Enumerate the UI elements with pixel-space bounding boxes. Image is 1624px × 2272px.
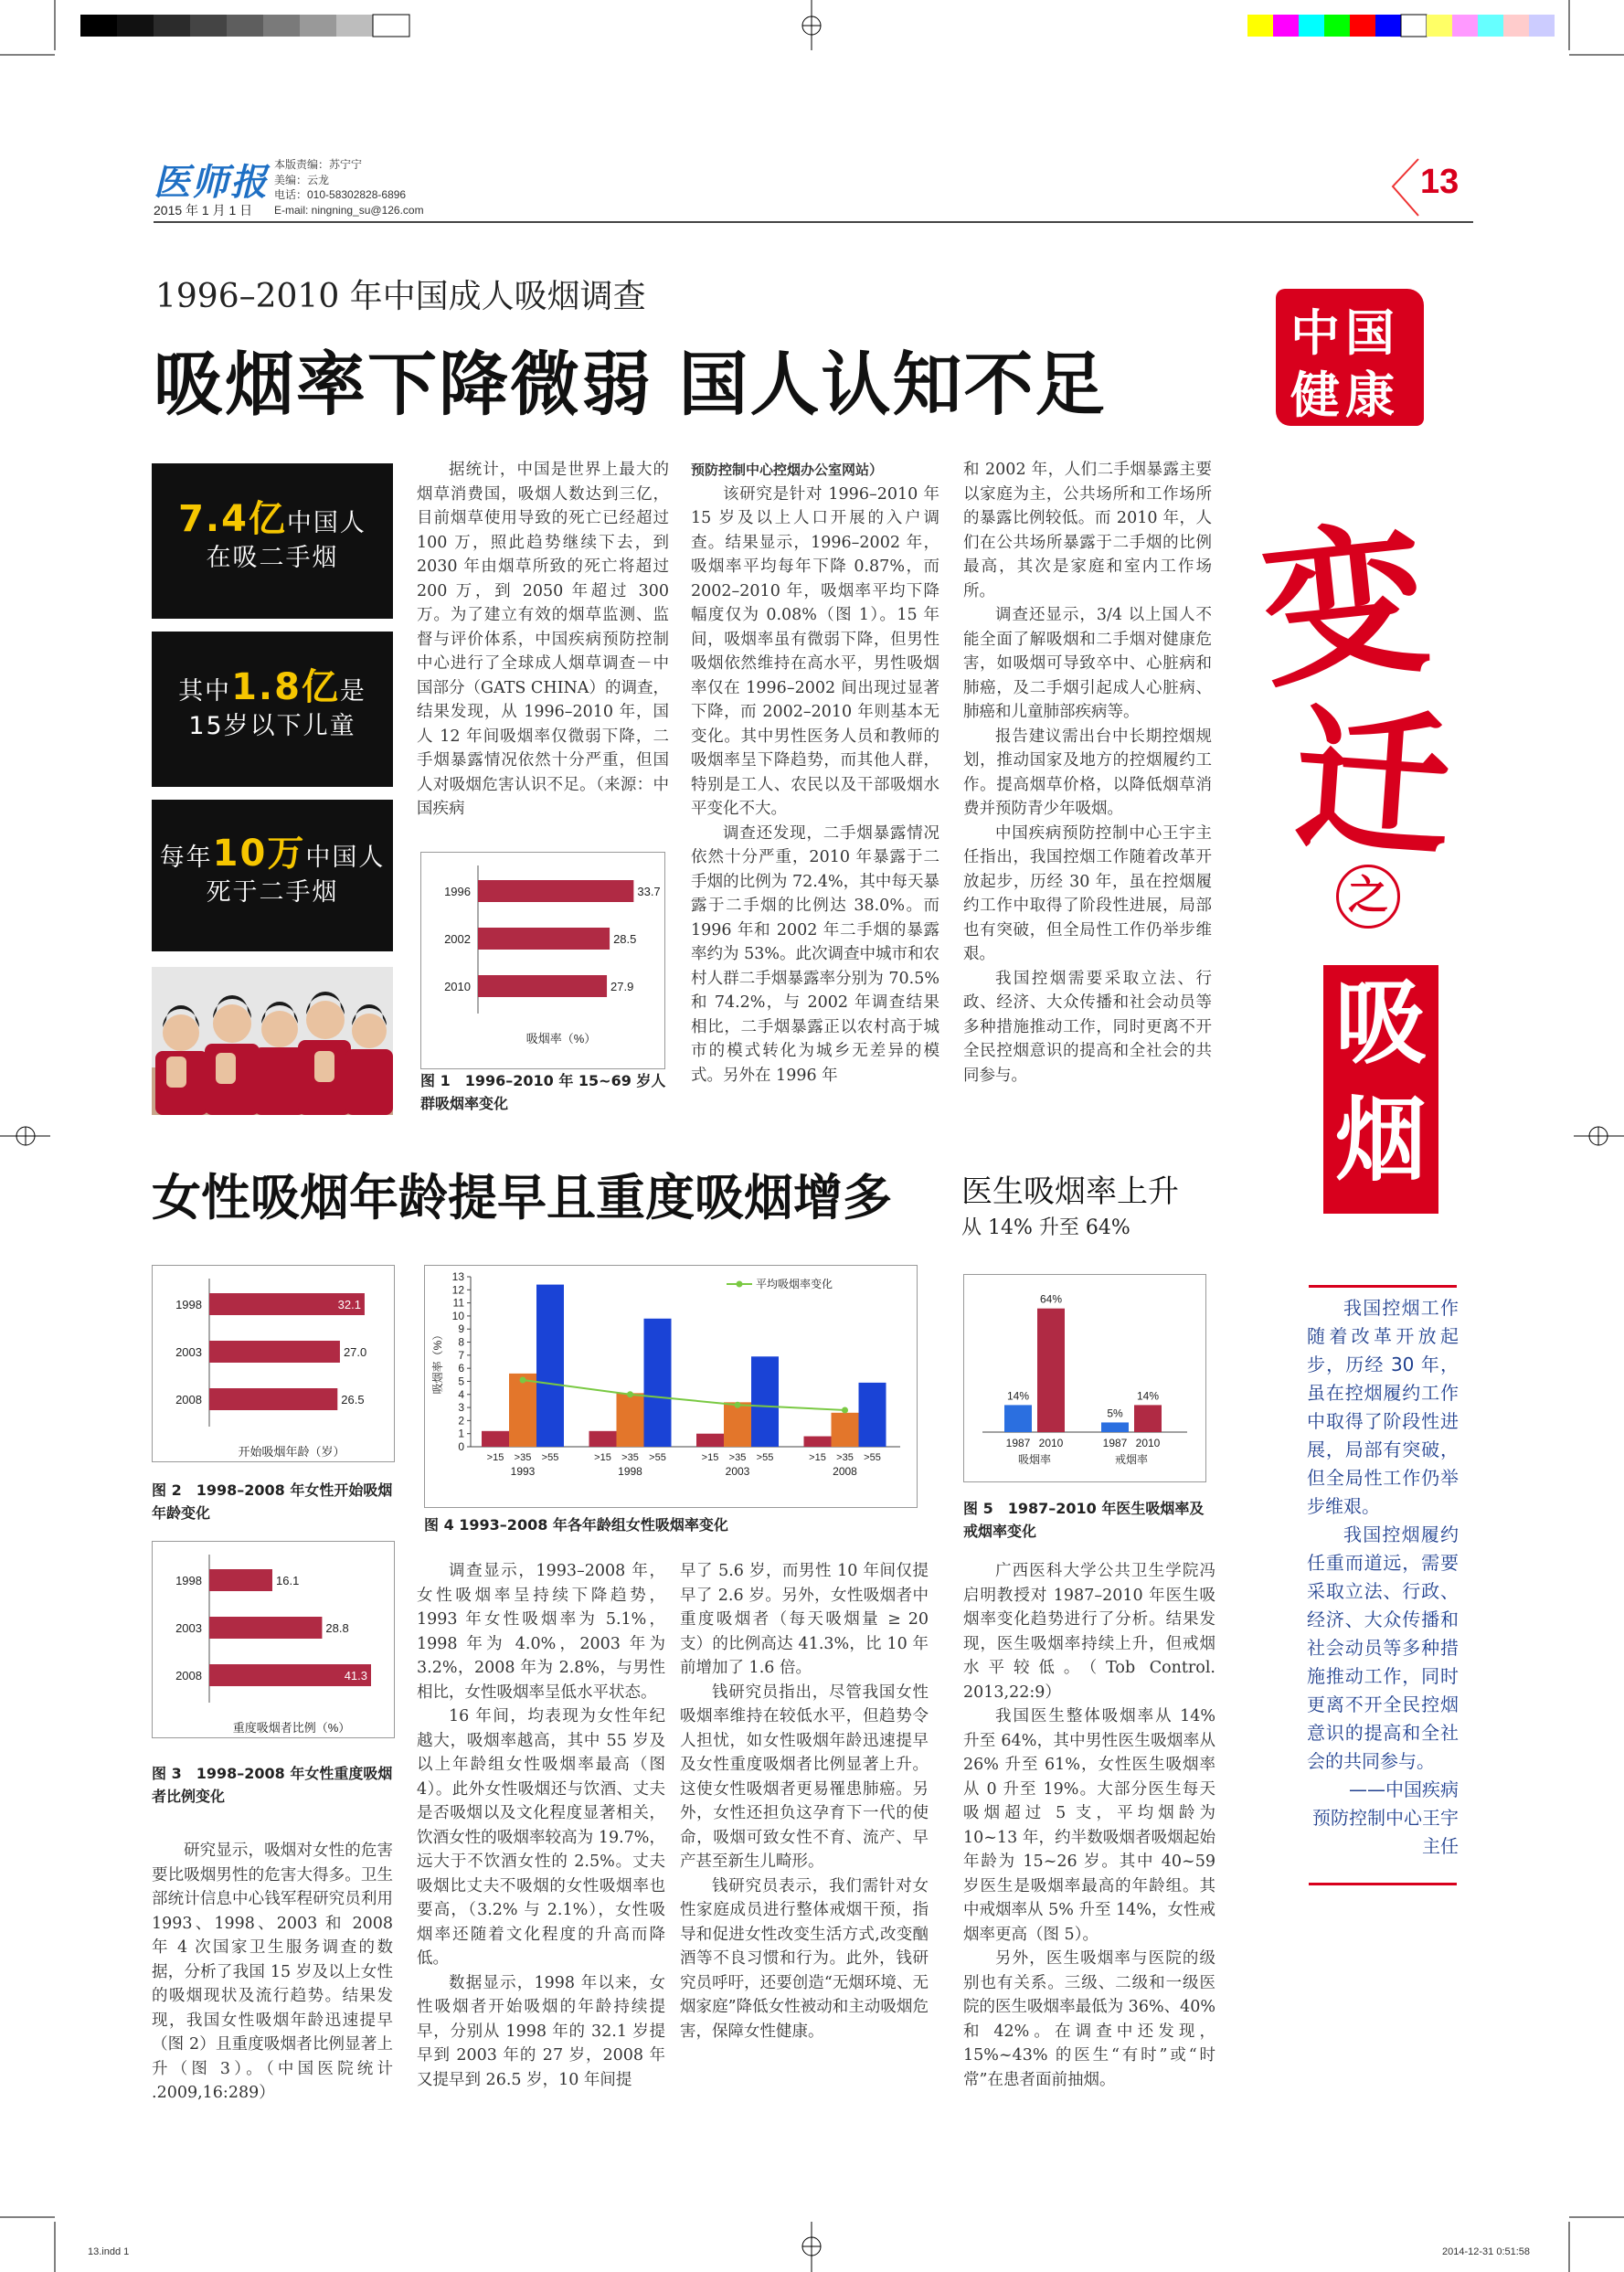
line-point <box>627 1391 633 1397</box>
fact-text-line2: 15岁以下儿童 <box>188 712 356 740</box>
line-point <box>520 1377 526 1384</box>
phone-line: 电话：010-58302828-6896 <box>274 188 407 201</box>
fig2-chart <box>153 1266 394 1461</box>
y-tick-label: 12 <box>451 1283 464 1297</box>
fig3-caption: 图 3 1998–2008 年女性重度吸烟者比例变化 <box>152 1765 393 1805</box>
value-label: 14% <box>1136 1389 1160 1403</box>
fig5-chart-frame <box>963 1274 1206 1482</box>
paragraph: 16 年间，均表现为女性年纪越大，吸烟率越高，其中 55 岁及以上年龄组女性吸烟率最高（图 4）。此外女性吸烟还与饮酒、丈夫是否吸烟以及文化程度显著相关，饮酒女性的吸烟率较高为 19.7%，远大于不饮酒女性的 2.5%。丈夫吸烟比丈夫不吸烟的女性吸烟率也要高，（3.2% 与 2.1%），女性吸烟率还随着文化程度的升高而降低。 <box>417 1707 665 1968</box>
article1-headline: 吸烟率下降微弱 国人认知不足 <box>154 344 1107 425</box>
bar <box>644 1319 672 1447</box>
category-label: 1996 <box>444 885 471 898</box>
connector-circle <box>1336 865 1400 929</box>
line-point <box>842 1407 848 1413</box>
article1-column-2 <box>691 458 939 1088</box>
value-label: 28.8 <box>325 1621 349 1635</box>
y-axis-title: 吸烟率（%） <box>431 1329 444 1395</box>
value-label: 5% <box>1107 1407 1123 1420</box>
bar <box>509 1374 536 1447</box>
bar <box>209 1388 337 1410</box>
article2-column-mid <box>417 1559 665 2092</box>
section-seal <box>1276 289 1424 426</box>
value-label: 14% <box>1006 1389 1030 1403</box>
bar <box>209 1341 340 1363</box>
quote-attribution: ——中国疾病预防控制中心王宇主任 <box>1312 1778 1459 1857</box>
x-tick-label: 2010 <box>1038 1437 1064 1449</box>
fact-box-1 <box>152 463 393 619</box>
fact-text: 每年 <box>159 844 213 872</box>
category-label: 1998 <box>175 1298 202 1311</box>
quote-paragraph: 我国控烟履约任重而道远，需要采取立法、行政、经济、大众传播和社会动员等多种措施推动工作，同时更离不开全民控烟意识的提高和全社会的共同参与。 <box>1307 1524 1459 1772</box>
y-tick-label: 0 <box>458 1440 464 1453</box>
bar <box>482 1431 509 1447</box>
group-label: 2003 <box>725 1465 750 1478</box>
fact-text: 是 <box>339 677 366 706</box>
fig1-chart-frame <box>420 852 665 1069</box>
x-tick-label: 1987 <box>1005 1437 1031 1449</box>
axis-title: 吸烟率（%） <box>525 1032 597 1046</box>
y-tick-label: 6 <box>458 1362 464 1375</box>
paragraph: 中国疾病预防控制中心王宇主任指出，我国控烟工作随着改革开放起步，历经 30 年，虽在控烟履约工作中取得了阶段性进展，局部也有突破，但全局性工作仍举步维艰。 <box>963 823 1212 963</box>
value-label: 28.5 <box>613 932 637 946</box>
fig5-caption: 图 5 1987–2010 年医生吸烟率及戒烟率变化 <box>963 1500 1205 1540</box>
fact-box-2 <box>152 632 393 787</box>
vertical-title-char-1: 变 <box>1252 502 1438 711</box>
bar <box>1101 1422 1129 1432</box>
fig4-caption: 图 4 1993–2008 年各年龄组女性吸烟率变化 <box>424 1516 728 1534</box>
x-tick-label: >35 <box>621 1452 639 1463</box>
x-tick-label: 2010 <box>1135 1437 1161 1449</box>
topic-char-1: 吸 <box>1335 970 1427 1077</box>
value-label: 26.5 <box>341 1393 365 1407</box>
value-label: 32.1 <box>337 1298 361 1311</box>
fig3-chart-frame <box>152 1541 395 1738</box>
fact-text: 中国人 <box>305 844 386 872</box>
x-tick-label: >35 <box>836 1452 854 1463</box>
fact-text-line2: 在吸二手烟 <box>206 544 339 572</box>
bar <box>859 1383 886 1447</box>
category-label: 2003 <box>175 1345 202 1359</box>
fact-text-line2: 死于二手烟 <box>206 878 339 907</box>
x-tick-label: >35 <box>728 1452 747 1463</box>
paragraph: 调查显示，1993–2008 年，女性吸烟率呈持续下降趋势，1993 年女性吸烟率为 5.1%，1998 年为 4.0%，2003 年为 3.2%，2008 年为 2.8%，与男性相比，女性吸烟率呈低水平状态。 <box>417 1562 665 1702</box>
value-label: 33.7 <box>637 885 661 898</box>
editor-line: 本版责编：苏宁宁 <box>274 158 363 171</box>
x-tick-label: >15 <box>486 1452 504 1463</box>
bar <box>589 1431 617 1447</box>
editor-info <box>274 157 424 218</box>
masthead <box>154 155 1479 221</box>
x-tick-label: >15 <box>809 1452 826 1463</box>
value-label: 64% <box>1039 1292 1063 1306</box>
sidebar-quote <box>1307 1294 1459 1861</box>
connector-char: 之 <box>1348 872 1388 918</box>
bar <box>832 1413 859 1447</box>
y-tick-label: 13 <box>451 1270 464 1283</box>
seal-top-text: 中国 <box>1290 304 1400 362</box>
x-tick-label: >55 <box>649 1452 666 1463</box>
paragraph: 早了 5.6 岁，而男性 10 年间仅提早了 2.6 岁。另外，女性吸烟者中重度吸烟者（每天吸烟量 ≥ 20 支）的比例高达 41.3%，比 10 年前增加了 1.6 倍。 <box>680 1562 929 1677</box>
topic-block <box>1323 965 1438 1214</box>
fig4-chart <box>425 1266 917 1507</box>
fig1-caption: 图 1 1996–2010 年 15~69 岁人群吸烟率变化 <box>420 1072 666 1112</box>
email-line: E-mail: ningning_su@126.com <box>274 203 424 217</box>
fig1-chart <box>421 853 664 1068</box>
page-number: 13 <box>1420 163 1459 201</box>
footer-filename: 13.indd 1 <box>88 2246 130 2257</box>
fact-number: 7.4亿 <box>178 498 287 540</box>
article2-headline: 女性吸烟年龄提早且重度吸烟增多 <box>152 1169 892 1226</box>
y-tick-label: 11 <box>452 1296 464 1310</box>
axis-title: 重度吸烟者比例（%） <box>232 1721 351 1735</box>
quote-paragraph: 我国控烟工作随着改革开放起步，历经 30 年，虽在控烟履约工作中取得了阶段性进展，局部有突破，但全局性工作仍举步维艰。 <box>1307 1297 1459 1517</box>
designer-line: 美编：云龙 <box>274 173 330 186</box>
bar <box>478 928 610 950</box>
paragraph: 研究显示，吸烟对女性的危害要比吸烟男性的危害大得多。卫生部统计信息中心钱军程研究员利用 1993、1998、2003 和 2008 年 4 次国家卫生服务调查的数据，分析了我国 15 岁及以上女性的吸烟现状及流行趋势。结果发现，我国女性吸烟年龄迅速提早（图 2）且重度吸烟者比例显著上升（图 3）。（中国医院统计 .2009,16:289） <box>152 1842 393 2102</box>
paragraph: 据统计，中国是世界上最大的烟草消费国，吸烟人数达到三亿，目前烟草使用导致的死亡已经超过 100 万，照此趋势继续下去，到 2030 年由烟草所致的死亡将超过 200 万，到 2050 年超过 300 万。为了建立有效的烟草监测、监督与评价体系，中国疾病预防控制中心进行了全球成人烟草调查－中国部分（GATS CHINA）的调查，结果发现，从 1996–2010 年，国人 12 年间吸烟率仅微弱下降，二手烟暴露情况依然十分严重，但国人对吸烟危害认识不足。（来源：中国疾病 <box>417 461 669 818</box>
axis-title: 开始吸烟年龄（岁） <box>238 1445 345 1459</box>
category-label: 2010 <box>444 980 471 993</box>
fig5-chart <box>964 1275 1205 1481</box>
value-label: 41.3 <box>344 1669 367 1683</box>
x-tick-label: >35 <box>514 1452 532 1463</box>
line-point <box>735 1402 741 1408</box>
bar <box>804 1437 832 1447</box>
paragraph: 调查还显示，3/4 以上国人不能全面了解吸烟和二手烟对健康危害，如吸烟可导致卒中、心脏病和肺癌，及二手烟引起成人心脏病、肺癌和儿童肺部疾病等。 <box>963 606 1212 721</box>
paragraph: 另外，医生吸烟率与医院的级别也有关系。三级、二级和一级医院的医生吸烟率最低为 36%、40% 和 42%。在调查中还发现，15%~43% 的医生“有时”或“时常”在患者面前抽烟。 <box>963 1949 1215 2089</box>
y-tick-label: 7 <box>458 1348 464 1362</box>
group-label: 戒烟率 <box>1114 1453 1149 1466</box>
legend-marker <box>737 1281 743 1288</box>
campaign-photo <box>152 967 393 1115</box>
x-tick-label: >55 <box>541 1452 559 1463</box>
paragraph: 我国控烟需要采取立法、行政、经济、大众传播和社会动员等多种措施推动工作，同时更离不开全民控烟意识的提高和全社会的共同参与。 <box>963 969 1212 1085</box>
y-tick-label: 1 <box>458 1427 464 1440</box>
category-label: 2002 <box>444 932 471 946</box>
bar <box>1037 1309 1065 1432</box>
paragraph: 钱研究员表示，我们需针对女性家庭成员进行整体戒烟干预，指导和促进女性改变生活方式,改变酗酒等不良习惯和行为。此外，钱研究员呼吁，还要创造“无烟环境、无烟家庭”降低女性被动和主动吸烟危害，保障女性健康。 <box>680 1876 929 2041</box>
legend-label: 平均吸烟率变化 <box>756 1278 833 1290</box>
article2-column-left <box>152 1839 393 2106</box>
issue-date: 2015 年 1 月 1 日 <box>154 203 253 218</box>
category-label: 2008 <box>175 1669 202 1683</box>
paragraph: 数据显示，1998 年以来，女性吸烟者开始吸烟的年龄持续提早，分别从 1998 年的 32.1 岁提早到 2003 年的 27 岁，2008 年又提早到 26.5 岁，10 年间提 <box>417 1973 665 2089</box>
fact-text: 其中 <box>178 677 232 706</box>
x-tick-label: >55 <box>756 1452 774 1463</box>
article3-subhead: 从 14% 升至 64% <box>961 1216 1130 1239</box>
value-label: 27.0 <box>343 1345 367 1359</box>
article1-column-1 <box>417 458 669 822</box>
fig2-chart-frame <box>152 1265 395 1462</box>
paragraph: 我国医生整体吸烟率从 14% 升至 64%，其中男性医生吸烟率从 26% 升至 61%，女性医生吸烟率从 0 升至 19%。大部分医生每天吸烟超过 5 支，平均烟龄为 10~13 年，约半数吸烟者吸烟起始年龄为 15~26 岁。其中 40~59 岁医生是吸烟率最高的年龄组。其中戒烟率从 5% 升至 14%，女性戒烟率更高（图 5）。 <box>963 1707 1215 1944</box>
x-tick-label: >15 <box>701 1452 719 1463</box>
fact-box-3 <box>152 800 393 951</box>
y-tick-label: 2 <box>458 1414 464 1428</box>
vertical-title-char-2: 迁 <box>1289 686 1457 880</box>
fig2-caption: 图 2 1998–2008 年女性开始吸烟年龄变化 <box>152 1481 393 1522</box>
bar <box>478 880 633 902</box>
masthead-rule <box>154 221 1473 223</box>
y-tick-label: 10 <box>451 1309 464 1322</box>
category-label: 2003 <box>175 1621 202 1635</box>
y-tick-label: 5 <box>458 1375 464 1388</box>
paragraph: 报告建议需出台中长期控烟规划，推动国家及地方的控烟履约工作。提高烟草价格，以降低烟草消费并预防青少年吸烟。 <box>963 727 1212 818</box>
quote-top-rule <box>1309 1285 1457 1288</box>
seal-bottom-text: 健康 <box>1290 366 1400 424</box>
paragraph: 和 2002 年，人们二手烟暴露主要以家庭为主，公共场所和工作场所的暴露比例较低。而 2010 年，人们在公共场所暴露于二手烟的比例最高，其次是家庭和室内工作场所。 <box>963 461 1212 600</box>
bar <box>1134 1405 1162 1432</box>
y-tick-label: 8 <box>458 1335 464 1349</box>
group-label: 1993 <box>510 1465 536 1478</box>
paragraph: 广西医科大学公共卫生学院冯启明教授对 1987–2010 年医生吸烟率变化趋势进行了分析。结果发现，医生吸烟率持续上升，但戒烟水平较低。（Tob Control. 2013,22:9） <box>963 1562 1215 1702</box>
category-label: 1998 <box>175 1574 202 1587</box>
value-label: 16.1 <box>276 1574 300 1587</box>
article2-column-right <box>680 1559 929 2044</box>
group-label: 1998 <box>618 1465 642 1478</box>
x-tick-label: >15 <box>594 1452 611 1463</box>
source-note: 预防控制中心控烟办公室网站） <box>691 462 884 478</box>
bar <box>209 1569 272 1591</box>
y-tick-label: 4 <box>458 1387 464 1401</box>
x-tick-label: 1987 <box>1102 1437 1128 1449</box>
average-line <box>523 1380 845 1410</box>
bar <box>209 1617 322 1639</box>
fact-number: 10万 <box>212 833 306 875</box>
article1-kicker: 1996–2010 年中国成人吸烟调查 <box>155 278 646 315</box>
bar <box>751 1356 779 1447</box>
bar <box>478 975 607 997</box>
article1-column-3 <box>963 458 1212 1088</box>
group-label: 2008 <box>833 1465 857 1478</box>
article3-column <box>963 1559 1215 2092</box>
bar <box>617 1393 644 1447</box>
topic-char-2: 烟 <box>1335 1087 1427 1194</box>
bar <box>536 1285 564 1447</box>
newspaper-logo: 医师报 <box>154 161 269 204</box>
value-label: 27.9 <box>610 980 634 993</box>
group-label: 吸烟率 <box>1017 1453 1052 1466</box>
fact-number: 1.8亿 <box>231 666 340 708</box>
footer-timestamp: 2014-12-31 0:51:58 <box>1442 2246 1531 2257</box>
fig4-chart-frame <box>424 1265 918 1508</box>
fact-text: 中国人 <box>286 509 366 537</box>
x-tick-label: >55 <box>864 1452 881 1463</box>
bar <box>1004 1405 1032 1432</box>
category-label: 2008 <box>175 1393 202 1407</box>
paragraph: 调查还发现，二手烟暴露情况依然十分严重，2010 年暴露于二手烟的比例为 72.4%，其中每天暴露于二手烟的比例达 38.0%。而 1996 年和 2002 年二手烟的暴露率约为 53%。此次调查中城市和农村人群二手烟暴露率分别为 70.5% 和 74.2%，与 2002 年调查结果相比，二手烟暴露正以农村高于城市的模式转化为城乡无差异的模式。另外在 1996 年 <box>691 823 939 1085</box>
bar <box>724 1402 751 1447</box>
article3-headline: 医生吸烟率上升 <box>961 1173 1179 1210</box>
quote-bottom-rule <box>1309 1883 1457 1885</box>
y-tick-label: 3 <box>458 1401 464 1415</box>
fig3-chart <box>153 1542 394 1737</box>
y-tick-label: 9 <box>458 1322 464 1336</box>
paragraph: 钱研究员指出，尽管我国女性吸烟率维持在较低水平，但趋势令人担忧，如女性吸烟年龄迅速提早及女性重度吸烟者比例显著上升。这使女性吸烟者更易罹患肺癌。另外，女性还担负这孕育下一代的使命，吸烟可致女性不育、流产、早产甚至新生儿畸形。 <box>680 1683 929 1871</box>
bar <box>696 1434 724 1447</box>
paragraph: 该研究是针对 1996–2010 年 15 岁及以上人口开展的入户调查。结果显示，1996–2002 年，吸烟率平均每年下降 0.87%，而 2002–2010 年，吸烟率平均下降幅度仅为 0.08%（图 1）。15 年间，吸烟率虽有微弱下降，但男性吸烟依然维持在高水平，男性吸烟率仅在 1996–2002 间出现过显著下降，而 2002–2010 年则基本无变化。其中男性医务人员和教师的吸烟率呈下降趋势，而其他人群，特别是工人、农民以及干部吸烟水平变化不大。 <box>691 484 939 818</box>
